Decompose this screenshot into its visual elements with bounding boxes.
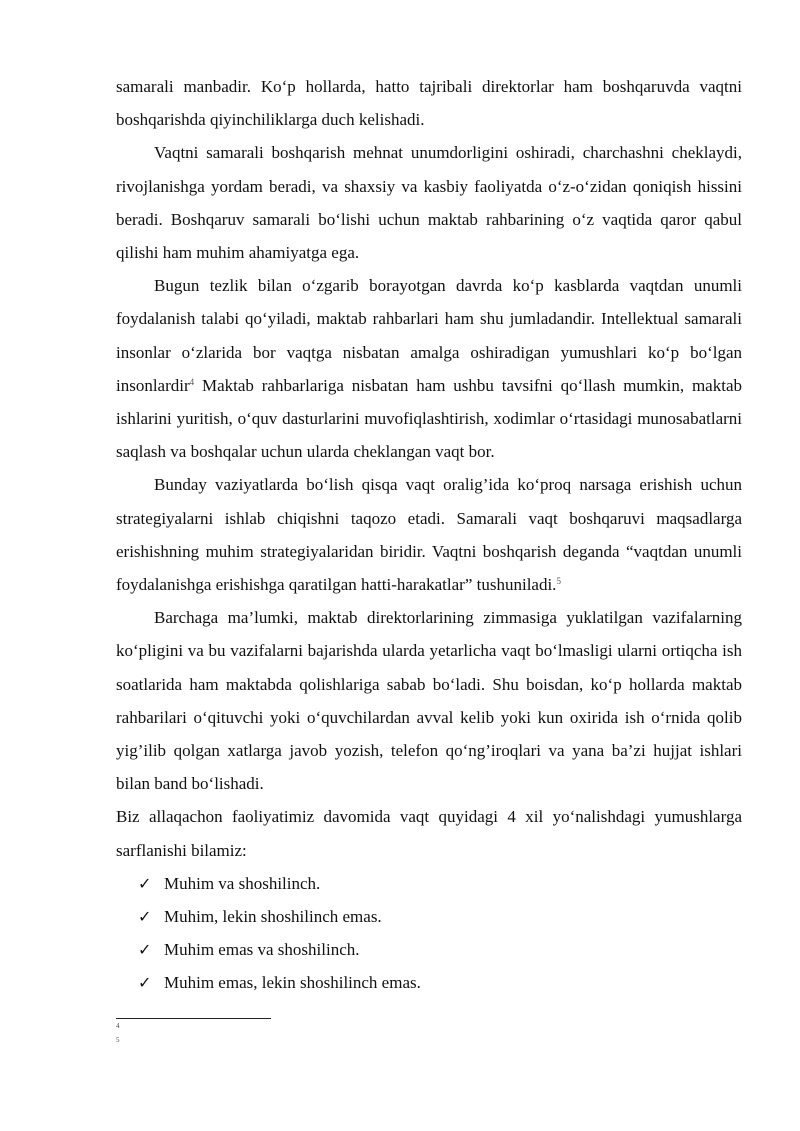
list-item [138,966,742,999]
list-item [138,933,742,966]
list-item-text: Muhim emas va shoshilinch. [164,940,360,960]
checklist [116,867,742,1000]
paragraph-continuation: samarali manbadir. Ko‘p hollarda, hatto tajribali direktorlar ham boshqaruvda vaqtni boshqarishda qiyinchiliklarga duch kelishadi. [116,77,742,130]
footnote-ref-4: 4 [189,376,195,387]
footnote-4: 4 [116,1022,120,1030]
paragraph-text: Maktab rahbarlariga nisbatan ham ushbu tavsifni qo‘llash mumkin, maktab ishlarini yuritish, o‘quv dasturlarini muvofiqlashtirish, xodimlar o‘rtasidagi munosabatlarni saqlash va boshqalar uchun ularda cheklangan vaqt bor. [116,375,742,462]
paragraph-text: Bunday vaziyatlarda bo‘lish qisqa vaqt oralig’ida ko‘proq narsaga erishish uchun strategiyalarni ishlab chiqishni taqozo etadi. Samarali vaqt boshqaruvi maqsadlarga erishishning muhim strategiyalaridan biridir. Vaqtni boshqarish deganda “vaqtdan unumli foydalanishga erishishga qaratilgan hatti-harakatlar” tushuniladi. [116,475,742,595]
list-item [138,867,742,900]
checkmark-icon: ✓ [138,973,152,993]
list-item [138,900,742,933]
paragraph-four-directions: Biz allaqachon faoliyatimiz davomida vaqt quyidagi 4 xil yo‘nalishdagi yumushlarga sarflanishi bilamiz: [116,807,742,860]
paragraph-today [116,269,742,468]
checkmark-icon: ✓ [138,873,152,893]
paragraph-strategies [116,468,742,601]
checkmark-icon: ✓ [138,907,152,927]
list-item-text: Muhim va shoshilinch. [164,873,321,893]
document-body [116,70,742,1000]
checkmark-icon: ✓ [138,940,152,960]
paragraph-time-management: Vaqtni samarali boshqarish mehnat unumdorligini oshiradi, charchashni cheklaydi, rivojlanishga yordam beradi, va shaxsiy va kasbiy faoliyatda o‘z-o‘zidan qoniqish hissini beradi. Boshqaruv samarali bo‘lishi uchun maktab rahbarining o‘z vaqtida qaror qabul qilishi ham muhim ahamiyatga ega. [116,143,742,263]
list-item-text: Muhim, lekin shoshilinch emas. [164,907,382,927]
paragraph-text: Bugun tezlik bilan o‘zgarib borayotgan davrda ko‘p kasblarda vaqtdan unumli foydalanish talabi qo‘yiladi, maktab rahbarlari ham shu jumladandir. Intellektual samarali insonlar o‘zlarida bor vaqtga nisbatan amalga oshiradigan yumushlari ko‘p bo‘lgan insonlardir [116,276,742,395]
list-item-text: Muhim emas, lekin shoshilinch emas. [164,973,421,993]
footnote-5: 5 [116,1036,120,1044]
footnote-ref-5: 5 [556,576,561,587]
paragraph-directors: Barchaga ma’lumki, maktab direktorlarining zimmasiga yuklatilgan vazifalarning ko‘pligini va bu vazifalarni bajarishda ularda yetarlicha vaqt bo‘lmasligi ularni ortiqcha ish soatlarida ham maktabda qolishlariga sabab bo‘ladi. Shu boisdan, ko‘p hollarda maktab rahbarilari o‘qituvchi yoki o‘quvchilardan avval kelib yoki kun oxirida ish o‘rnida qolib yig’ilib qolgan xatlarga javob yozish, telefon qo‘ng’iroqlari va yana ba’zi hujjat ishlari bilan band bo‘lishadi. [116,608,742,794]
footnote-separator [116,1018,271,1019]
